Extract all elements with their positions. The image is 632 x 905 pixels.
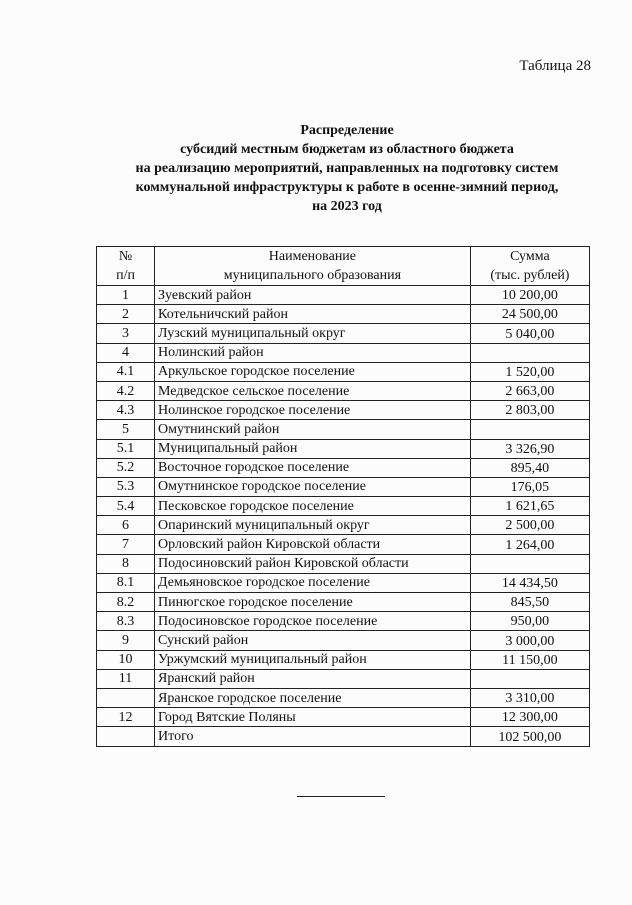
header-sum-line1: Сумма (510, 249, 550, 264)
table-row (97, 708, 590, 727)
total-number-cell (97, 727, 155, 746)
header-name (155, 247, 471, 286)
row-sum: 3 000,00 (470, 631, 589, 650)
row-name: Омутнинское городское поселение (155, 477, 471, 496)
table-row (97, 362, 590, 381)
row-name: Пинюгское городское поселение (155, 593, 471, 612)
row-name: Омутнинский район (155, 420, 471, 439)
row-sum (470, 420, 589, 439)
table-row (97, 573, 590, 592)
row-name: Яранское городское поселение (155, 688, 471, 707)
row-name: Зуевский район (155, 286, 471, 305)
total-sum: 102 500,00 (470, 727, 589, 746)
document-title (112, 121, 582, 216)
row-number: 12 (97, 708, 155, 727)
table-row (97, 324, 590, 343)
row-name: Город Вятские Поляны (155, 708, 471, 727)
row-number: 10 (97, 650, 155, 669)
table-body (97, 286, 590, 747)
row-name: Лузский муниципальный округ (155, 324, 471, 343)
row-name: Котельничский район (155, 305, 471, 324)
header-number (97, 247, 155, 286)
table-row (97, 305, 590, 324)
row-number: 11 (97, 669, 155, 688)
row-sum: 845,50 (470, 593, 589, 612)
row-sum: 2 500,00 (470, 516, 589, 535)
row-name: Подосиновское городское поселение (155, 612, 471, 631)
distribution-table (96, 246, 590, 747)
row-number: 9 (97, 631, 155, 650)
row-number: 2 (97, 305, 155, 324)
row-sum (470, 669, 589, 688)
table-row (97, 554, 590, 573)
separator-line (297, 796, 385, 797)
row-sum (470, 343, 589, 362)
table-row (97, 669, 590, 688)
row-name: Песковское городское поселение (155, 497, 471, 516)
row-number: 8.3 (97, 612, 155, 631)
row-name: Яранский район (155, 669, 471, 688)
table-number-label: Таблица 28 (519, 58, 591, 74)
table-row (97, 650, 590, 669)
row-name: Восточное городское поселение (155, 458, 471, 477)
row-sum: 12 300,00 (470, 708, 589, 727)
row-name: Опаринский муниципальный округ (155, 516, 471, 535)
row-name: Орловский район Кировской области (155, 535, 471, 554)
row-number: 7 (97, 535, 155, 554)
table-row (97, 381, 590, 400)
table-row (97, 593, 590, 612)
header-sum-line2: (тыс. рублей) (490, 268, 570, 283)
header-number-line1: № (118, 249, 133, 264)
row-name: Медведское сельское поселение (155, 381, 471, 400)
table-row (97, 477, 590, 496)
row-number: 3 (97, 324, 155, 343)
header-number-line2: п/п (116, 268, 135, 283)
row-number: 4.3 (97, 401, 155, 420)
row-name: Уржумский муниципальный район (155, 650, 471, 669)
table-row (97, 420, 590, 439)
title-line: субсидий местным бюджетам из областного бюджета (180, 142, 514, 157)
table-row (97, 516, 590, 535)
header-row (97, 247, 590, 286)
header-name-line2: муниципального образования (223, 268, 402, 283)
row-number: 1 (97, 286, 155, 305)
row-name: Нолинский район (155, 343, 471, 362)
table-row (97, 286, 590, 305)
row-sum: 1 264,00 (470, 535, 589, 554)
row-number: 5.3 (97, 477, 155, 496)
row-number: 5.4 (97, 497, 155, 516)
table-row (97, 401, 590, 420)
row-number (97, 688, 155, 707)
row-name: Сунский район (155, 631, 471, 650)
row-number: 4 (97, 343, 155, 362)
row-name: Аркульское городское поселение (155, 362, 471, 381)
row-sum: 1 520,00 (470, 362, 589, 381)
row-name: Нолинское городское поселение (155, 401, 471, 420)
row-sum: 10 200,00 (470, 286, 589, 305)
row-number: 8.1 (97, 573, 155, 592)
row-sum: 1 621,65 (470, 497, 589, 516)
row-sum: 2 663,00 (470, 381, 589, 400)
row-number: 4.2 (97, 381, 155, 400)
row-sum (470, 554, 589, 573)
total-row (97, 727, 590, 746)
row-number: 4.1 (97, 362, 155, 381)
row-number: 8.2 (97, 593, 155, 612)
header-sum (470, 247, 589, 286)
row-name: Муниципальный район (155, 439, 471, 458)
row-sum: 11 150,00 (470, 650, 589, 669)
row-sum: 3 326,90 (470, 439, 589, 458)
row-sum: 3 310,00 (470, 688, 589, 707)
row-number: 5.2 (97, 458, 155, 477)
row-sum: 5 040,00 (470, 324, 589, 343)
row-number: 6 (97, 516, 155, 535)
total-label: Итого (155, 727, 471, 746)
row-name: Подосиновский район Кировской области (155, 554, 471, 573)
header-name-line1: Наименование (268, 249, 357, 264)
title-line: Распределение (300, 123, 394, 138)
row-sum: 14 434,50 (470, 573, 589, 592)
row-sum: 950,00 (470, 612, 589, 631)
table-row (97, 439, 590, 458)
title-line: коммунальной инфраструктуры к работе в осенне-зимний период, (135, 180, 559, 195)
table-row (97, 497, 590, 516)
row-number: 8 (97, 554, 155, 573)
row-sum: 176,05 (470, 477, 589, 496)
row-name: Демьяновское городское поселение (155, 573, 471, 592)
table-row (97, 535, 590, 554)
row-sum: 895,40 (470, 458, 589, 477)
table-row (97, 343, 590, 362)
table-row (97, 688, 590, 707)
row-number: 5.1 (97, 439, 155, 458)
title-line: на 2023 год (312, 199, 382, 214)
table-row (97, 612, 590, 631)
row-sum: 24 500,00 (470, 305, 589, 324)
row-number: 5 (97, 420, 155, 439)
table-row (97, 458, 590, 477)
title-line: на реализацию мероприятий, направленных на подготовку систем (135, 161, 559, 176)
table-row (97, 631, 590, 650)
row-sum: 2 803,00 (470, 401, 589, 420)
